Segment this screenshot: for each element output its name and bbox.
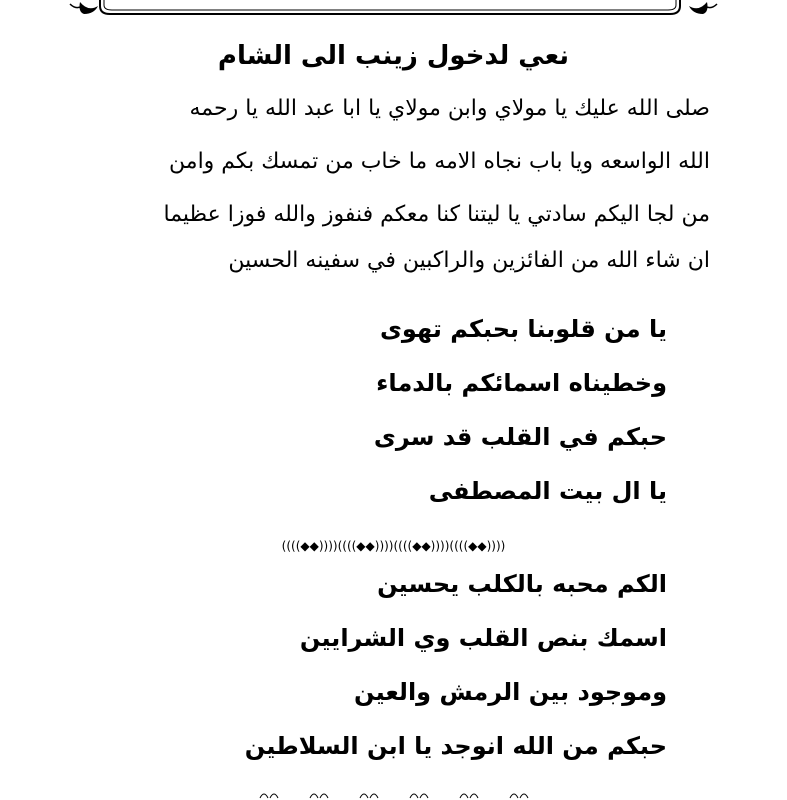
poem-stanza-1: [107, 302, 667, 518]
intro-line: الله الواسعه ويا باب نجاه الامه ما خاب من تمسك بكم وامن: [169, 149, 710, 174]
intro-paragraph: [70, 82, 710, 281]
intro-line: ان شاء الله من الفائزين والراكبين في سفينه الحسين: [228, 248, 710, 273]
verse-line: وموجود بين الرمش والعين: [353, 678, 667, 706]
ornamental-separator: ((((◆◆))))((((◆◆))))((((◆◆))))((((◆◆)))): [281, 539, 506, 553]
intro-line: صلى الله عليك يا مولاي وابن مولاي يا ابا عبد الله يا رحمه: [189, 96, 710, 121]
intro-line: من لجا اليكم سادتي يا ليتنا كنا معكم فنفوز والله فوزا عظيما: [163, 202, 710, 227]
top-ornamental-border: [0, 0, 787, 20]
bottom-ornament-icon: [250, 788, 550, 800]
verse-line: حبكم في القلب قد سرى: [373, 423, 667, 451]
poem-stanza-2: [107, 557, 667, 773]
right-corner-flourish-icon: [689, 2, 717, 14]
verse-line: اسمك بنص القلب وي الشرايين: [299, 624, 667, 652]
verse-line: يا ال بيت المصطفى: [428, 477, 667, 505]
verse-line: حبكم من الله انوجد يا ابن السلاطين: [244, 732, 667, 760]
verse-line: وخطيناه اسمائكم بالدماء: [376, 369, 667, 397]
verse-line: يا من قلوبنا بحبكم تهوى: [379, 315, 667, 343]
page-title: نعي لدخول زينب الى الشام: [217, 41, 570, 71]
left-corner-flourish-icon: [70, 2, 98, 14]
verse-line: الكم محبه بالكلب يحسين: [377, 570, 667, 598]
